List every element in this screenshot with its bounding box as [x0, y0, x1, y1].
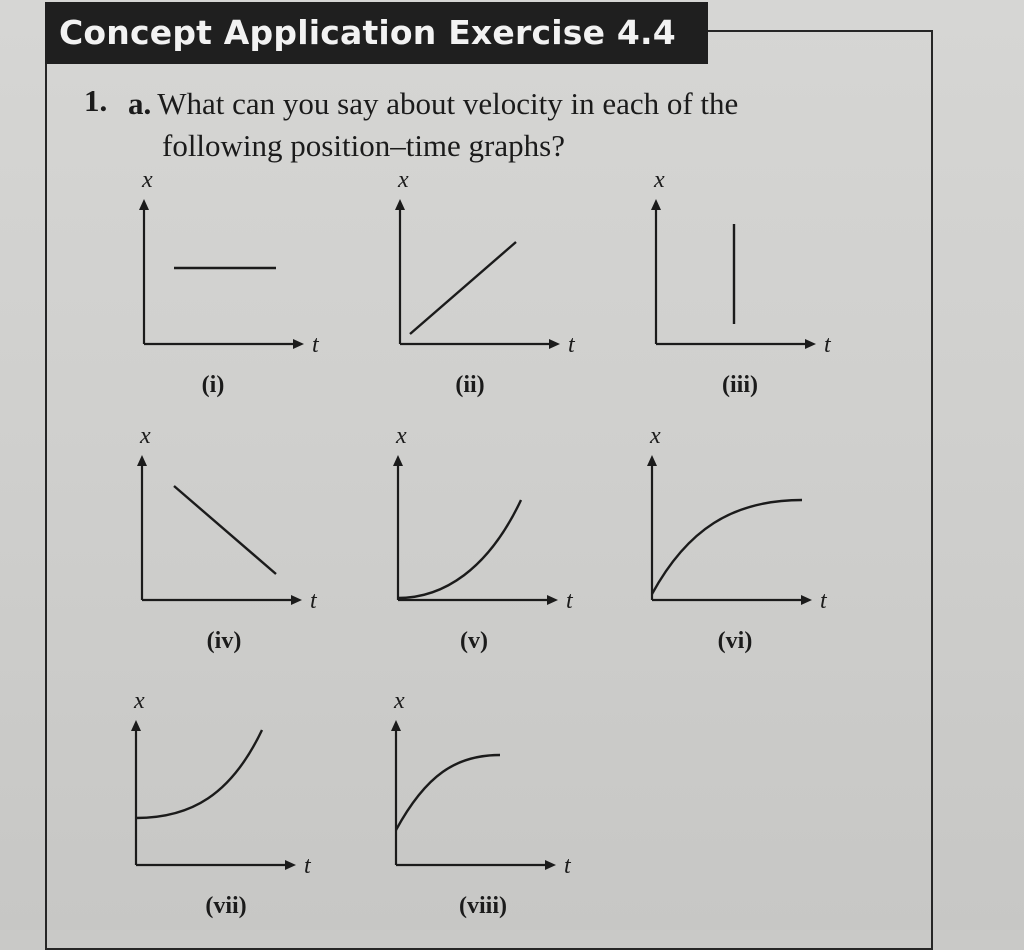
graph-panel	[647, 423, 828, 654]
question-number: 1.	[84, 83, 108, 118]
y-axis-label: x	[398, 167, 409, 193]
y-axis-arrow	[131, 720, 141, 731]
graph-panel	[395, 167, 576, 398]
y-axis-label: x	[134, 688, 145, 714]
graph-curve	[174, 486, 276, 574]
x-axis-arrow	[801, 595, 812, 605]
y-axis-arrow	[393, 455, 403, 466]
graph-panel	[391, 688, 572, 919]
graph-label: (viii)	[459, 893, 507, 919]
graph-curve	[410, 242, 516, 334]
y-axis-label: x	[394, 688, 405, 714]
x-axis-label: t	[824, 332, 831, 358]
question-line-1: What can you say about velocity in each of the	[157, 86, 739, 121]
x-axis-label: t	[304, 853, 311, 879]
y-axis-label: x	[654, 167, 665, 193]
x-axis-arrow	[291, 595, 302, 605]
x-axis-label: t	[820, 588, 827, 614]
graph-label: (vi)	[717, 628, 753, 654]
graph-curve	[396, 755, 500, 830]
graph-label: (i)	[201, 372, 225, 398]
y-axis-arrow	[391, 720, 401, 731]
graph-curve	[136, 730, 262, 818]
graph-label: (iv)	[206, 628, 242, 654]
x-axis-arrow	[549, 339, 560, 349]
graph-curve	[398, 500, 521, 598]
question-part: a.	[128, 86, 152, 121]
graph-panel	[137, 423, 318, 654]
question-line-2: following position–time graphs?	[162, 128, 565, 163]
y-axis-arrow	[647, 455, 657, 466]
x-axis-arrow	[547, 595, 558, 605]
graph-label: (iii)	[722, 372, 758, 398]
graph-panel	[393, 423, 574, 654]
x-axis-arrow	[285, 860, 296, 870]
graph-panel	[139, 167, 320, 398]
y-axis-label: x	[140, 423, 151, 449]
x-axis-label: t	[312, 332, 319, 358]
y-axis-arrow	[137, 455, 147, 466]
graph-label: (ii)	[455, 372, 485, 398]
graph-panel	[131, 688, 312, 919]
x-axis-arrow	[293, 339, 304, 349]
y-axis-arrow	[395, 199, 405, 210]
y-axis-label: x	[650, 423, 661, 449]
x-axis-label: t	[566, 588, 573, 614]
y-axis-label: x	[142, 167, 153, 193]
x-axis-arrow	[545, 860, 556, 870]
graph-label: (v)	[460, 628, 488, 654]
x-axis-label: t	[564, 853, 571, 879]
graph-label: (vii)	[205, 893, 247, 919]
y-axis-arrow	[651, 199, 661, 210]
x-axis-label: t	[568, 332, 575, 358]
exercise-title: Concept Application Exercise 4.4	[45, 2, 708, 64]
graph-curve	[652, 500, 802, 594]
x-axis-label: t	[310, 588, 317, 614]
y-axis-label: x	[396, 423, 407, 449]
y-axis-arrow	[139, 199, 149, 210]
x-axis-arrow	[805, 339, 816, 349]
graph-panel	[651, 167, 832, 398]
